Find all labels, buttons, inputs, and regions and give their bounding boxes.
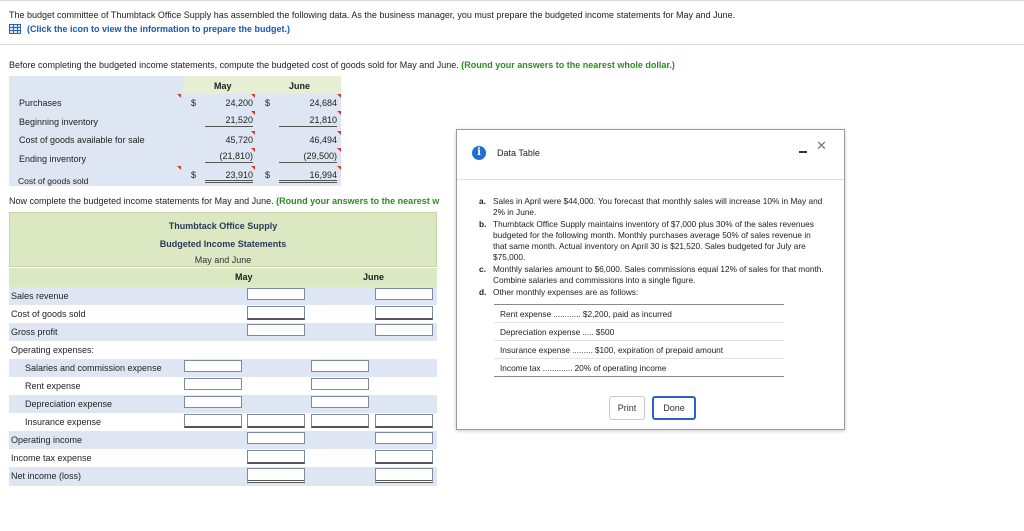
list-item	[479, 264, 824, 286]
expense-name: Depreciation expense	[500, 326, 581, 337]
expense-name: Income tax	[500, 362, 541, 373]
gross-profit-june-input[interactable]	[375, 324, 433, 336]
expense-leader: ............	[553, 308, 581, 319]
income-row	[9, 323, 437, 341]
item-text: Sales in April were $44,000. You forecast that monthly sales will increase 10% in May and 2% in June.	[493, 196, 823, 217]
income-row	[9, 305, 437, 323]
question-cogs-text: Before completing the budgeted income statements, compute the budgeted cost of goods sold for May and June.	[9, 60, 459, 70]
cogs-may-value[interactable]: 45,720	[225, 135, 253, 145]
incorrect-marker	[337, 131, 341, 135]
rent-may-input[interactable]	[184, 378, 242, 390]
cogs-may-value[interactable]: 21,520	[205, 115, 253, 127]
incorrect-marker	[251, 131, 255, 135]
data-table-link[interactable]	[9, 24, 290, 34]
income-row	[9, 413, 437, 431]
cogs-may-value[interactable]: (21,810)	[205, 151, 253, 163]
expense-leader: .........	[572, 344, 593, 355]
salaries-may-input[interactable]	[184, 360, 242, 372]
cogs-currency: $	[191, 170, 197, 180]
question-cogs	[9, 60, 675, 70]
question-income-text: Now complete the budgeted income statements for May and June.	[9, 196, 274, 206]
incorrect-marker	[251, 148, 255, 152]
list-item	[479, 196, 824, 218]
cogs-june-value[interactable]: (29,500)	[279, 151, 337, 163]
expense-leader: .............	[542, 362, 573, 373]
income-tax-may-input[interactable]	[247, 450, 305, 464]
list-item	[479, 287, 824, 298]
insurance-may-input[interactable]	[184, 414, 242, 428]
income-col-june: June	[363, 272, 385, 282]
cogs-june-value[interactable]: 21,810	[279, 115, 337, 127]
incorrect-marker	[337, 94, 341, 98]
minimize-icon[interactable]	[799, 151, 807, 153]
question-cogs-hint: (Round your answers to the nearest whole dollar.)	[461, 60, 675, 70]
print-button[interactable]: Print	[609, 396, 645, 420]
gross-profit-may-input[interactable]	[247, 324, 305, 336]
income-row-label: Operating income	[11, 435, 83, 445]
cogs-june-value[interactable]: 46,494	[309, 135, 337, 145]
salaries-june-input[interactable]	[311, 360, 369, 372]
rent-june-input[interactable]	[311, 378, 369, 390]
cogs-row-label: Cost of goods available for sale	[19, 135, 145, 145]
data-items-list	[479, 196, 824, 299]
income-row-label: Depreciation expense	[25, 399, 113, 409]
income-row-label: Insurance expense	[25, 417, 102, 427]
expense-value: 20% of operating income	[574, 362, 667, 373]
sales-revenue-june-input[interactable]	[375, 288, 433, 300]
income-statement-body	[9, 268, 437, 486]
income-row	[9, 467, 437, 486]
cogs-may-value[interactable]: 24,200	[225, 98, 253, 108]
expense-value: $500	[595, 326, 615, 337]
operating-income-june-input[interactable]	[375, 432, 433, 444]
cogs-may-input[interactable]	[247, 306, 305, 320]
depreciation-may-input[interactable]	[184, 396, 242, 408]
other-expenses-table	[494, 304, 784, 377]
data-table-dialog	[456, 129, 845, 430]
cogs-june-value[interactable]: 16,994	[279, 170, 337, 183]
income-row-label: Salaries and commission expense	[25, 363, 162, 373]
expense-name: Rent expense	[500, 308, 552, 319]
expense-leader: .....	[582, 326, 594, 337]
net-income-june-input[interactable]	[375, 468, 433, 483]
incorrect-marker	[251, 111, 255, 115]
sales-revenue-may-input[interactable]	[247, 288, 305, 300]
income-row	[9, 359, 437, 377]
statement-title: Budgeted Income Statements	[159, 239, 287, 249]
cogs-row-label: Ending inventory	[19, 154, 87, 164]
incorrect-marker	[177, 166, 181, 170]
statement-period: May and June	[194, 255, 252, 265]
income-col-may: May	[235, 272, 253, 282]
incorrect-marker	[251, 94, 255, 98]
net-income-may-input[interactable]	[247, 468, 305, 483]
incorrect-marker	[177, 94, 181, 98]
cogs-col-june: June	[289, 81, 311, 91]
income-row-label: Operating expenses:	[11, 345, 95, 355]
info-icon: i	[472, 146, 486, 160]
cogs-currency: $	[191, 98, 197, 108]
income-row	[9, 341, 437, 359]
item-letter: c.	[479, 264, 486, 274]
operating-income-may-input[interactable]	[247, 432, 305, 444]
table-row	[494, 358, 784, 376]
item-letter: a.	[479, 196, 486, 206]
item-letter: b.	[479, 219, 487, 229]
income-row-label: Gross profit	[11, 327, 58, 337]
cogs-june-value[interactable]: 24,684	[309, 98, 337, 108]
income-row	[9, 449, 437, 467]
cogs-header-band	[183, 76, 341, 94]
incorrect-marker	[337, 166, 341, 170]
cogs-table	[9, 76, 341, 186]
incorrect-marker	[251, 166, 255, 170]
item-text: Monthly salaries amount to $6,000. Sales commissions equal 12% of sales for that month. Combine salaries and commissions into a single figure.	[493, 264, 824, 285]
cogs-row-label: Purchases	[19, 98, 62, 108]
list-item	[479, 219, 824, 263]
table-row	[494, 340, 784, 358]
total-opex-may-input[interactable]	[247, 414, 305, 428]
income-row	[9, 287, 437, 305]
done-button[interactable]: Done	[652, 396, 696, 420]
cogs-col-may: May	[214, 81, 232, 91]
expense-name: Insurance expense	[500, 344, 571, 355]
income-statement-header	[9, 212, 437, 267]
expense-value: $100, expiration of prepaid amount	[594, 344, 724, 355]
cogs-row-label: Beginning inventory	[19, 117, 99, 127]
intro-text: The budget committee of Thumbtack Office Supply has assembled the following data. As the business manager, you must prepare the budgeted income statements for May and June.	[9, 10, 736, 20]
item-text: Other monthly expenses are as follows:	[493, 287, 639, 297]
incorrect-marker	[337, 148, 341, 152]
income-columns-header	[9, 268, 437, 287]
incorrect-marker	[337, 111, 341, 115]
dialog-title: Data Table	[497, 148, 540, 158]
income-row	[9, 395, 437, 413]
question-income-hint: (Round your answers to the nearest w	[276, 196, 440, 206]
question-income	[9, 196, 439, 206]
item-letter: d.	[479, 287, 487, 297]
income-row-label: Sales revenue	[11, 291, 69, 301]
data-table-link-text[interactable]: (Click the icon to view the information to prepare the budget.)	[27, 24, 291, 34]
expense-value: $2,200, paid as incurred	[582, 308, 672, 319]
cogs-june-input[interactable]	[375, 306, 433, 320]
total-opex-june-input[interactable]	[375, 414, 433, 428]
income-row-label: Rent expense	[25, 381, 81, 391]
table-icon[interactable]	[9, 24, 21, 34]
close-icon[interactable]: ✕	[816, 138, 827, 153]
section-divider	[0, 44, 1024, 45]
company-name: Thumbtack Office Supply	[168, 221, 278, 231]
table-row	[494, 322, 784, 340]
depreciation-june-input[interactable]	[311, 396, 369, 408]
income-row-label: Net income (loss)	[11, 471, 82, 481]
top-divider	[0, 0, 1024, 1]
income-row	[9, 377, 437, 395]
item-text: Thumbtack Office Supply maintains inventory of $7,000 plus 30% of the sales revenues budgeted for the following month. Monthly purchases average 50% of sales revenue in that same month. Actual inventory on April 30 is $21,520. Sales budgeted for July are $75,000.	[493, 219, 814, 262]
insurance-june-input[interactable]	[311, 414, 369, 428]
cogs-currency: $	[265, 98, 271, 108]
dialog-header-divider	[457, 179, 844, 180]
cogs-may-value[interactable]: 23,910	[205, 170, 253, 183]
table-row	[494, 305, 784, 322]
cogs-row-label: Cost of goods sold	[18, 176, 89, 186]
income-row-label: Income tax expense	[11, 453, 92, 463]
income-row	[9, 431, 437, 449]
income-tax-june-input[interactable]	[375, 450, 433, 464]
cogs-currency: $	[265, 170, 271, 180]
income-row-label: Cost of goods sold	[11, 309, 86, 319]
